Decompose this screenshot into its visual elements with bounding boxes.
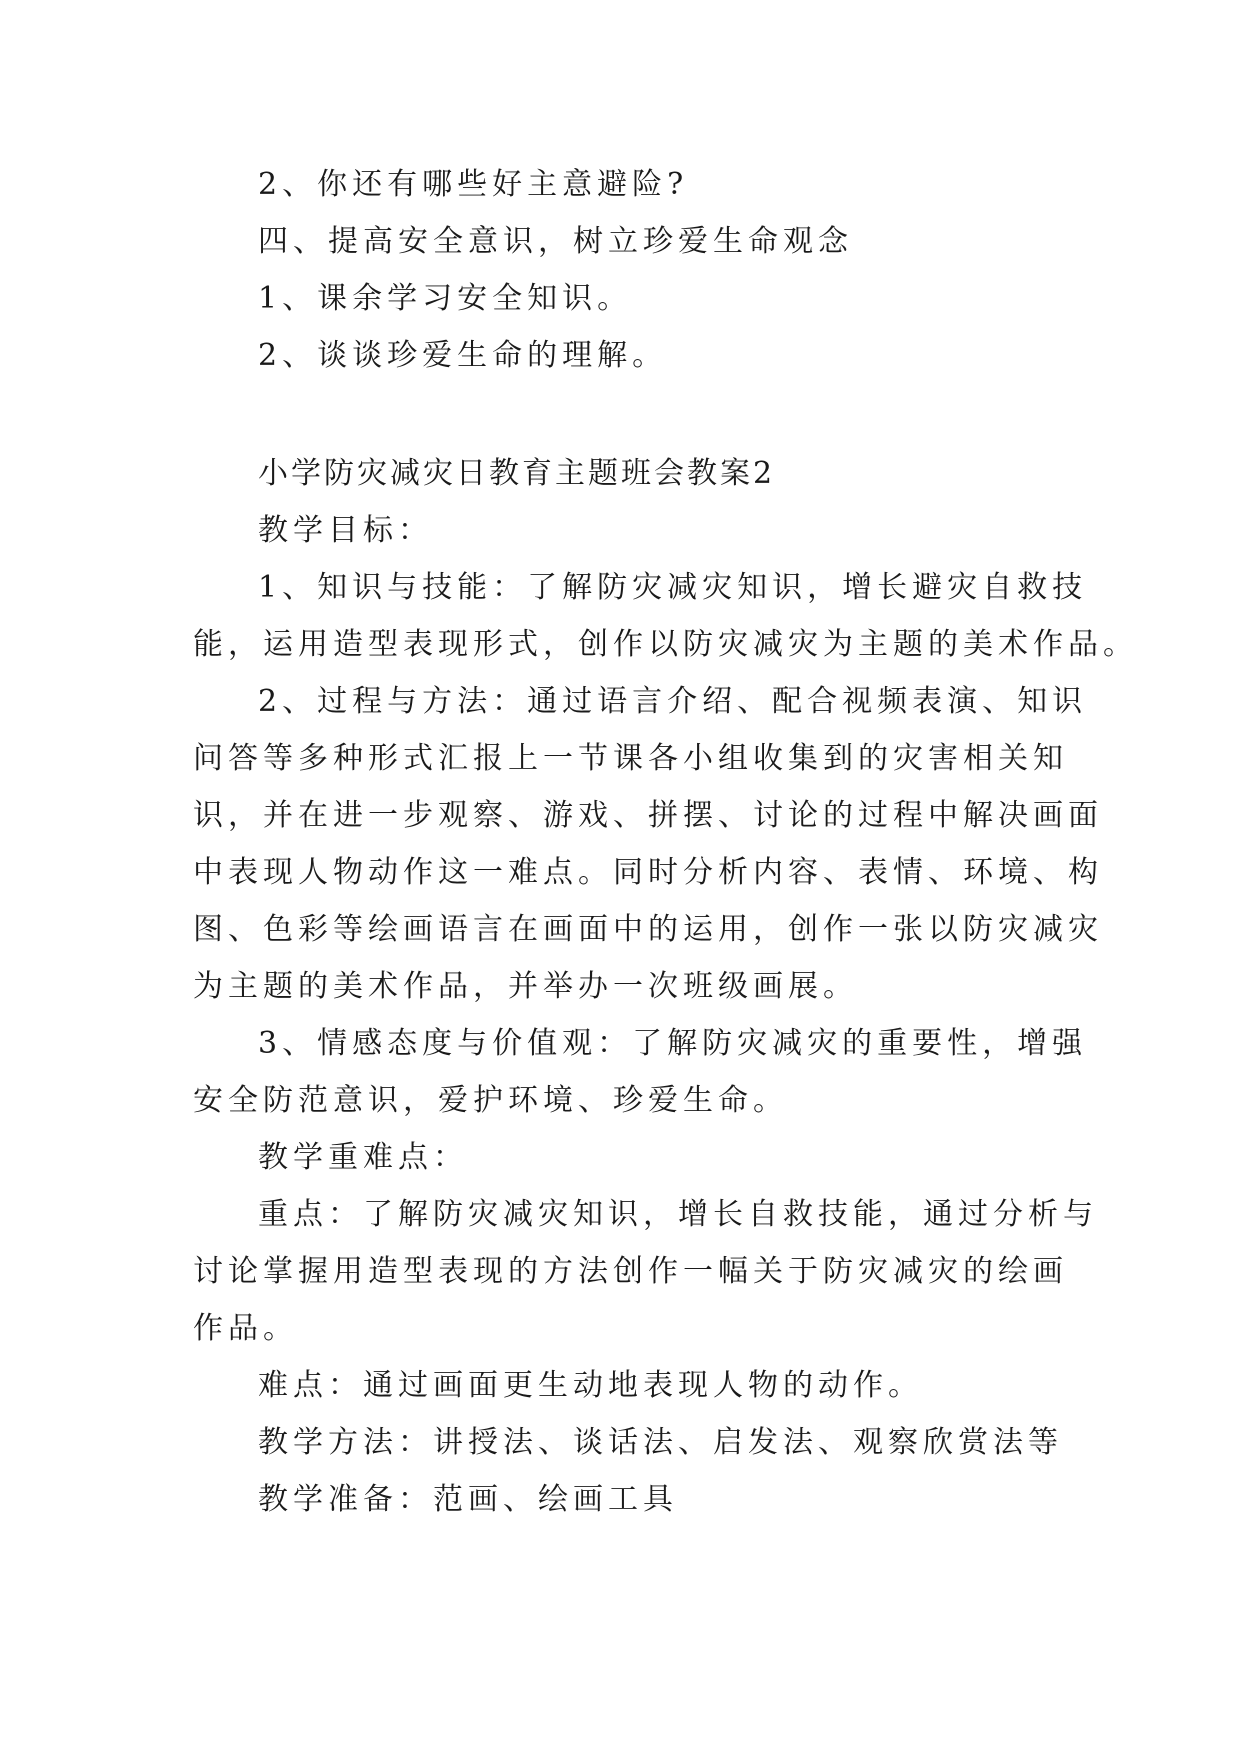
paragraph-line: 图、色彩等绘画语言在画面中的运用，创作一张以防灾减灾 bbox=[193, 912, 1103, 947]
paragraph-line: 中表现人物动作这一难点。同时分析内容、表情、环境、构 bbox=[193, 855, 1103, 890]
paragraph-line: 难点：通过画面更生动地表现人物的动作。 bbox=[258, 1368, 923, 1403]
list-item: 1、课余学习安全知识。 bbox=[258, 281, 633, 316]
paragraph-line: 教学准备：范画、绘画工具 bbox=[258, 1482, 678, 1517]
paragraph-line: 讨论掌握用造型表现的方法创作一幅关于防灾减灾的绘画 bbox=[193, 1254, 1068, 1289]
section-heading: 教学重难点： bbox=[258, 1140, 468, 1175]
section-heading: 四、提高安全意识，树立珍爱生命观念 bbox=[258, 224, 853, 259]
paragraph-line: 安全防范意识，爱护环境、珍爱生命。 bbox=[193, 1083, 788, 1118]
section-heading: 教学目标： bbox=[258, 513, 433, 548]
paragraph-line: 2、过程与方法：通过语言介绍、配合视频表演、知识 bbox=[258, 684, 1088, 719]
list-item: 2、你还有哪些好主意避险? bbox=[258, 167, 689, 202]
paragraph-line: 教学方法：讲授法、谈话法、启发法、观察欣赏法等 bbox=[258, 1425, 1063, 1460]
paragraph-line: 3、情感态度与价值观：了解防灾减灾的重要性，增强 bbox=[258, 1026, 1088, 1061]
paragraph-line: 问答等多种形式汇报上一节课各小组收集到的灾害相关知 bbox=[193, 741, 1068, 776]
paragraph-line: 1、知识与技能：了解防灾减灾知识，增长避灾自救技 bbox=[258, 570, 1088, 605]
list-item: 2、谈谈珍爱生命的理解。 bbox=[258, 338, 668, 373]
paragraph-line: 为主题的美术作品，并举办一次班级画展。 bbox=[193, 969, 858, 1004]
document-title: 小学防灾减灾日教育主题班会教案2 bbox=[258, 456, 776, 491]
paragraph-line: 能，运用造型表现形式，创作以防灾减灾为主题的美术作品。 bbox=[193, 627, 1138, 662]
paragraph-line: 重点：了解防灾减灾知识，增长自救技能，通过分析与 bbox=[258, 1197, 1098, 1232]
paragraph-line: 作品。 bbox=[193, 1311, 298, 1346]
paragraph-line: 识，并在进一步观察、游戏、拼摆、讨论的过程中解决画面 bbox=[193, 798, 1103, 833]
